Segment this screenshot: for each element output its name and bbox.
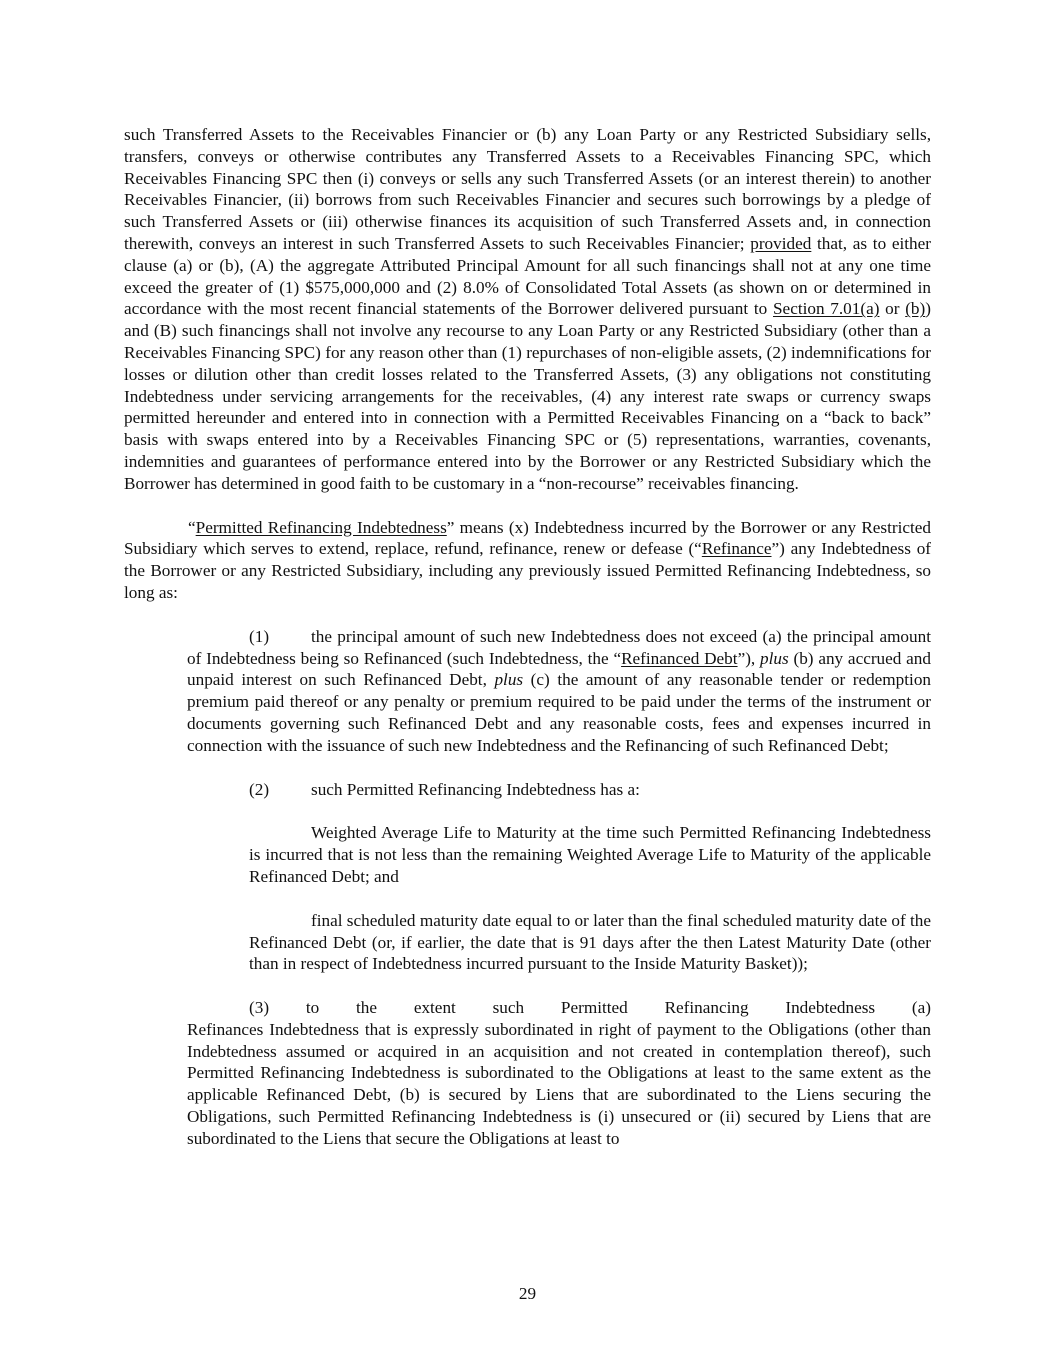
defined-term-provided: provided <box>750 233 812 253</box>
section-reference: (b) <box>905 299 926 319</box>
word: such <box>492 998 525 1018</box>
text-run: that, as to either clause (a) or (b), (A) the aggregate Attributed Principal Amount for all such financings shall not at any one time exceed the greater of (1) $575,000,000 and (2) 8.0% of Consolidated Total Assets (as shown on or determined in accordance with the most recent financial statements of the Borrower delivered pursuant to <box>124 233 931 319</box>
list-item-number: (2) <box>249 779 270 799</box>
italic-term: plus <box>494 670 524 690</box>
word: Refinancing <box>664 998 749 1018</box>
section-reference: Section 7.01(a) <box>773 299 880 319</box>
word: extent <box>413 998 456 1018</box>
italic-term: plus <box>760 648 789 668</box>
text-run: (b) any accrued and unpaid interest on such Refinanced Debt, <box>187 648 931 690</box>
sub-item-weighted-average-life: Weighted Average Life to Maturity at the time such Permitted Refinancing Indebtedness is incurred that is not less than the remaining Weighted Average Life to Maturity of the applicable Refinanced Debt; and <box>249 823 931 886</box>
list-item-2 <box>187 779 931 801</box>
word: the <box>356 998 378 1018</box>
word: to <box>305 998 320 1018</box>
word: (a) <box>911 998 931 1018</box>
text-run: “ <box>188 517 196 537</box>
list-item-1 <box>187 626 931 757</box>
text-run: such Transferred Assets to the Receivables Financier or (b) any Loan Party or any Restricted Subsidiary sells, transfers, conveys or otherwise contributes any Transferred Assets to a Receivables Financing SPC, which Receivables Financing SPC then (i) conveys or sells any such Transferred Assets (or an interest therein) to another Receivables Financier, (ii) borrows from such Receivables Financier and secures such borrowings by a pledge of such Transferred Assets or (iii) otherwise finances its acquisition of such Transferred Assets and, in connection therewith, conveys an interest in such Transferred Assets to such Receivables Financier; <box>124 125 931 253</box>
word: Permitted <box>560 998 628 1018</box>
text-run: ”) any Indebtedness of the Borrower or any Restricted Subsidiary, including any previously issued Permitted Refinancing Indebtedness, so long as: <box>124 539 932 602</box>
text-run: (c) the amount of any reasonable tender or redemption premium paid thereof or any penalty or premium required to be paid under the terms of the instrument or documents governing such Refinanced Debt and any reasonable costs, fees and expenses incurred in connection with the issuance of such new Indebtedness and the Refinancing of such Refinanced Debt; <box>187 670 932 755</box>
page-number: 29 <box>518 1284 537 1303</box>
word: Indebtedness <box>785 998 876 1018</box>
defined-term: Refinanced Debt <box>621 648 738 668</box>
list-item-3-first-line <box>187 997 931 1019</box>
list-item-number: (3) <box>249 998 270 1018</box>
text-run: ) and (B) such financings shall not involve any recourse to any Loan Party or any Restricted Subsidiary (other than a Receivables Financing SPC) for any reason other than (1) repurchases of non-eligible assets, (2) indemnifications for losses or dilution other than credit losses related to the Transferred Assets, (3) any obligations not constituting Indebtedness under servicing arrangements for the receivables, (4) any interest rate swaps or currency swaps permitted hereunder and entered into in connection with a Permitted Receivables Financing on a “back to back” basis with swaps entered into by a Receivables Financing SPC or (5) representations, warranties, covenants, indemnities and guarantees of performance entered into by the Borrower or any Restricted Subsidiary which the Borrower has determined in good faith to be customary in a “non-recourse” receivables financing. <box>124 299 931 493</box>
list-item-number: (1) <box>249 626 270 646</box>
paragraph-receivables-financing <box>124 124 931 495</box>
text-run: such Permitted Refinancing Indebtedness has a: <box>311 779 640 799</box>
defined-term: Permitted Refinancing Indebtedness <box>195 517 447 537</box>
list-item-3-text: Refinances Indebtedness that is expressly subordinated in right of payment to the Obligations (other than Indebtedness assumed or acquired in an acquisition and not created in contemplation thereof), such Permitted Refinancing Indebtedness is subordinated to the Obligations at least to the same extent as the applicable Refinanced Debt, (b) is secured by Liens that are subordinated to the Liens securing the Obligations, such Permitted Refinancing Indebtedness is (i) unsecured or (ii) secured by Liens that are subordinated to the Liens that secure the Obligations at least to <box>187 1019 931 1148</box>
text-run: or <box>879 299 906 319</box>
text-run: ”), <box>737 648 761 668</box>
text-run: the principal amount of such new Indebtedness does not exceed (a) the principal amount of Indebtedness being so Refinanced (such Indebtedness, the “ <box>187 626 931 668</box>
document-body <box>124 124 931 1150</box>
paragraph-permitted-refinancing-indebtedness <box>124 517 931 604</box>
text-run: ” means (x) Indebtedness incurred by the Borrower or any Restricted Subsidiary which serves to extend, replace, refund, refinance, renew or defease (“ <box>124 517 931 559</box>
list-item-3 <box>187 997 931 1150</box>
sub-item-final-maturity-date: final scheduled maturity date equal to or later than the final scheduled maturity date of the Refinanced Debt (or, if earlier, the date that is 91 days after the then Latest Maturity Date (other than in respect of Indebtedness incurred pursuant to the Inside Maturity Basket)); <box>249 910 931 974</box>
defined-term: Refinance <box>701 539 772 559</box>
